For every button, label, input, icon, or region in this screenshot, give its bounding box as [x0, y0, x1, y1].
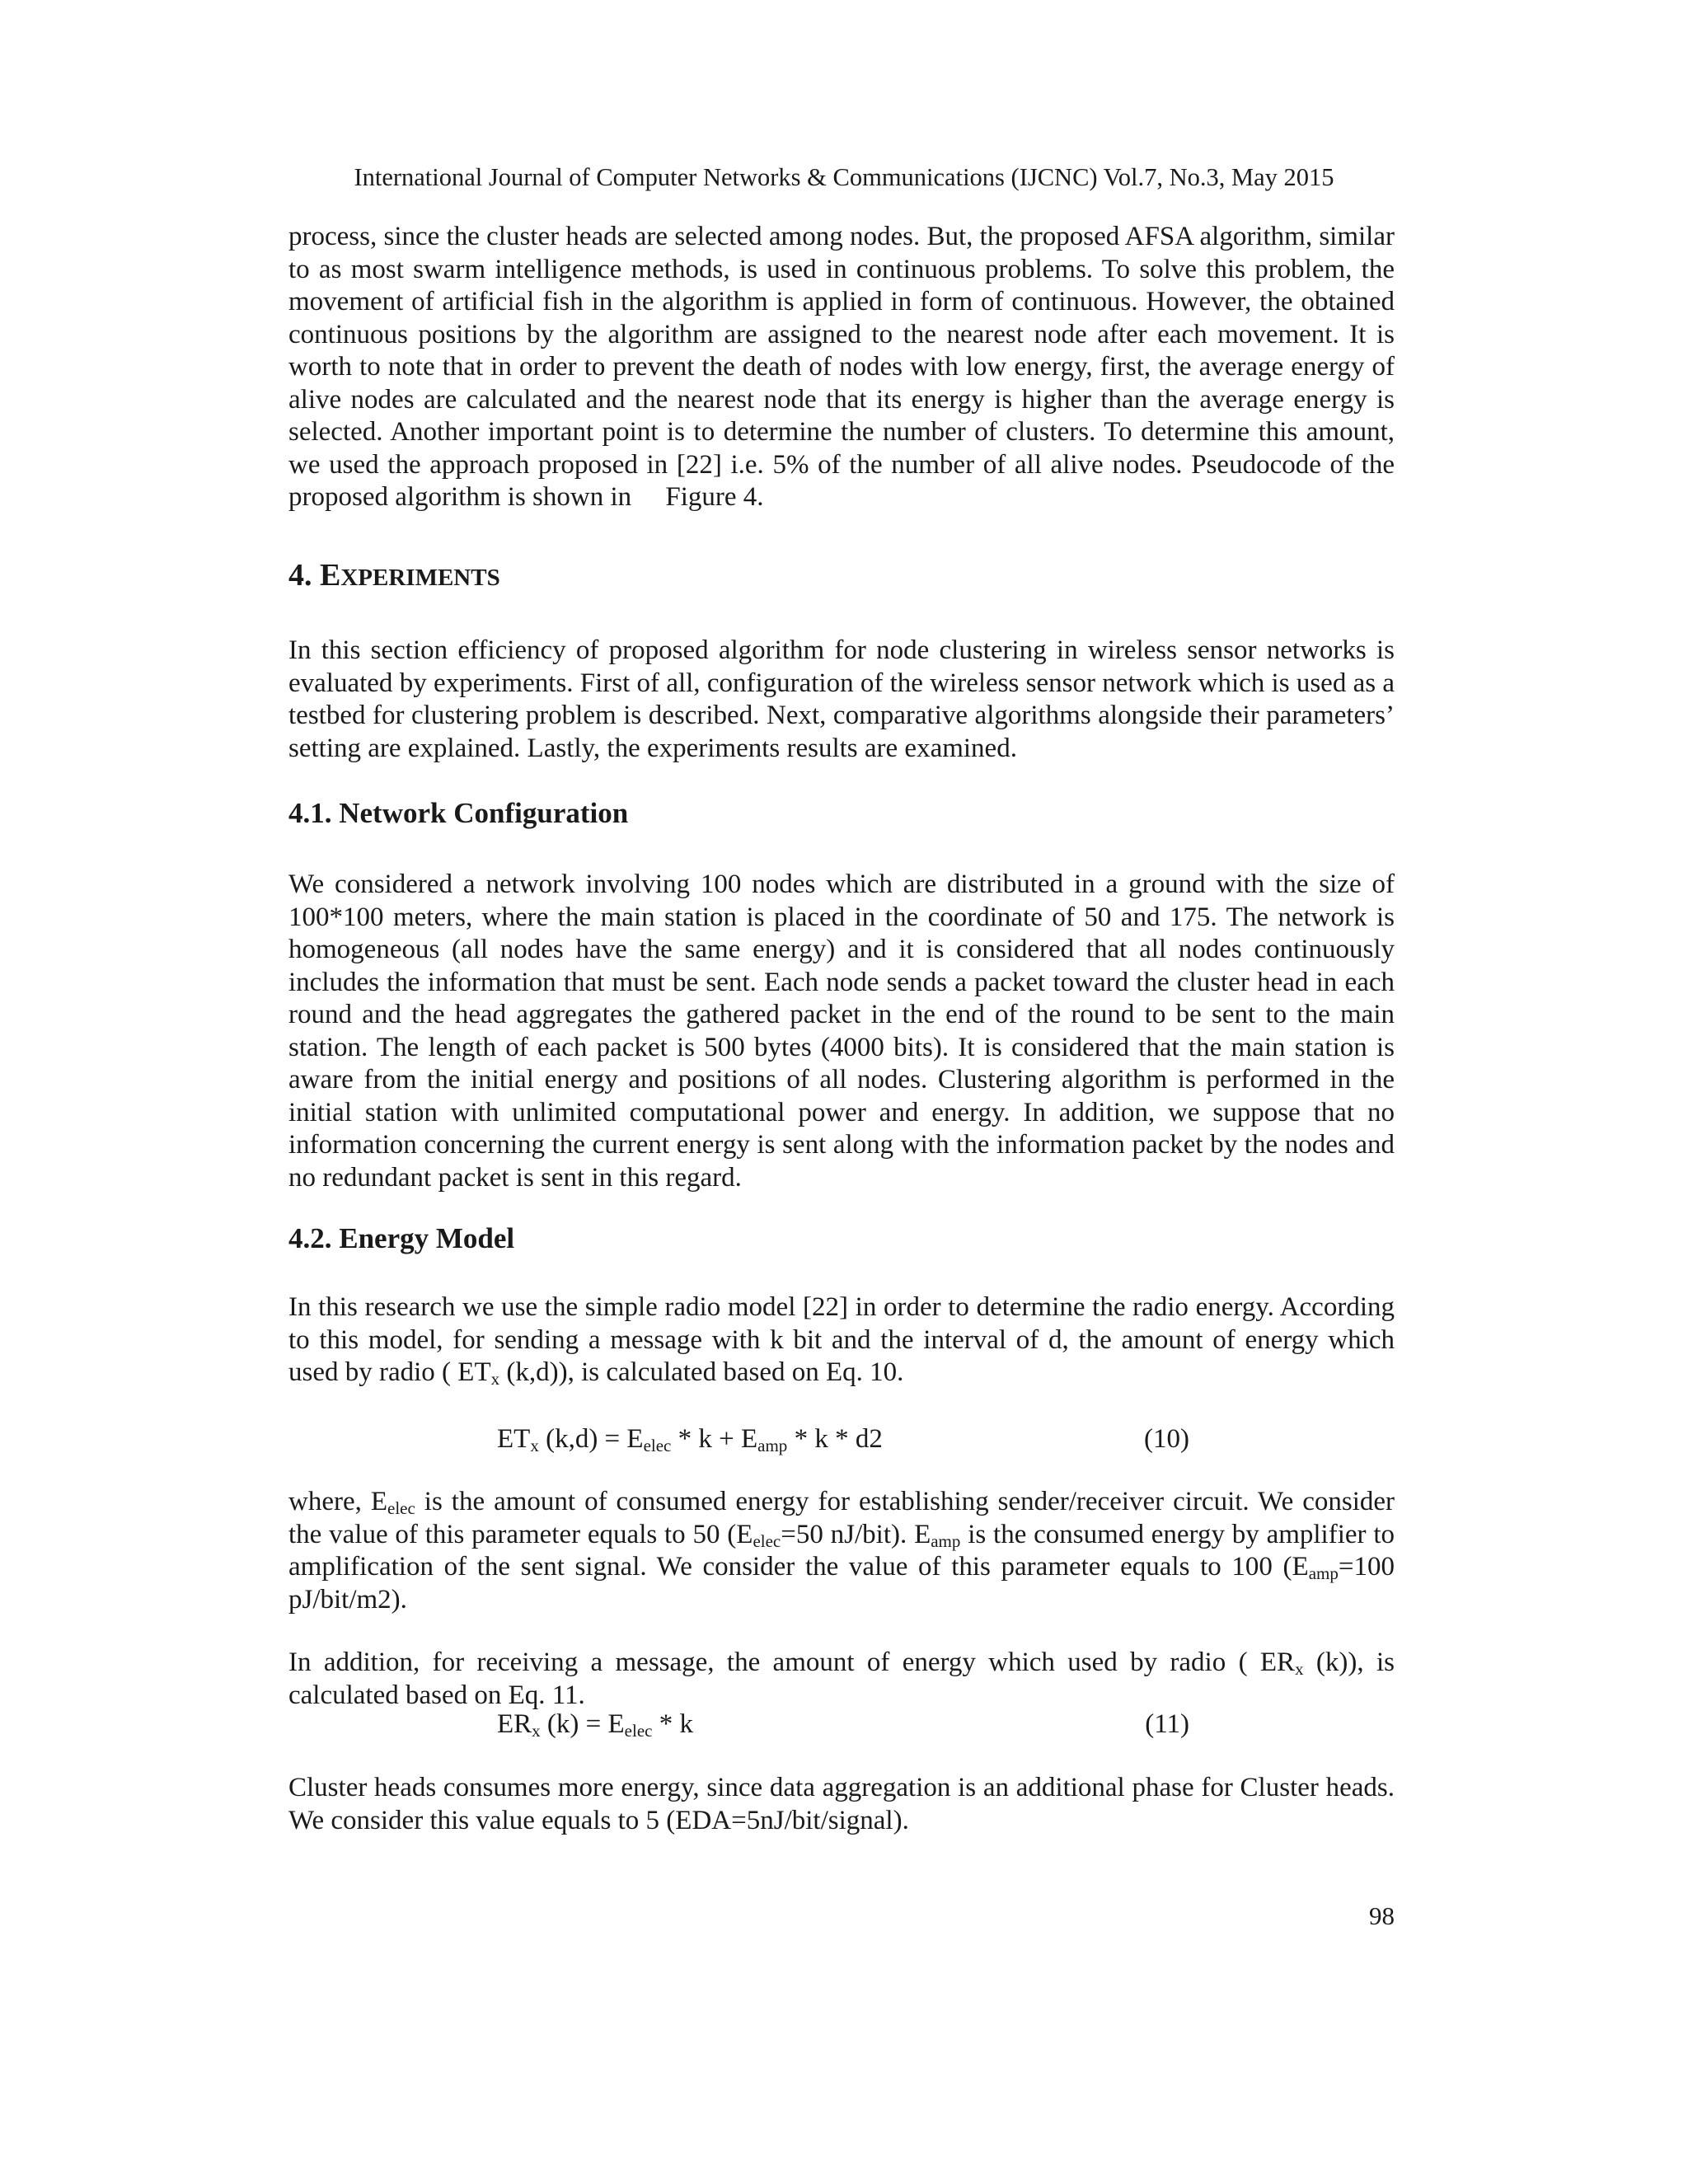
elec-amp-paragraph — [288, 1486, 1395, 1616]
section-4-2-heading: 4.2. Energy Model — [288, 1222, 515, 1254]
eq10-subscript: elec — [643, 1436, 672, 1455]
journal-header: International Journal of Computer Networks & Communications (IJCNC) Vol.7, No.3, May 2015 — [354, 163, 1334, 191]
equation-11-formula — [497, 1709, 693, 1739]
elec-amp-text: is the amount of consumed energy for establishing sender/receiver circuit. We consider the value of this parameter equals to 50 (E — [288, 1487, 1395, 1549]
section-4-1-heading: 4.1. Network Configuration — [288, 797, 629, 829]
elec-amp-text: where, E — [288, 1487, 388, 1516]
elec-amp-text: is the consumed energy by amplifier to amplification of the sent signal. We consider the value of this parameter equals to 100 (E — [288, 1519, 1395, 1582]
receive-paragraph — [288, 1647, 1395, 1712]
eq11-subscript: x — [532, 1721, 541, 1741]
equation-10 — [497, 1422, 1189, 1456]
eq11-subscript: elec — [624, 1721, 653, 1741]
eq10-subscript: amp — [757, 1436, 788, 1455]
energy-model-text-a: In this research we use the simple radio model [22] in order to determine the radio energy. According to this model, for sending a message with k bit and the interval of d, the amount of energy which used by radio ( ET — [288, 1292, 1395, 1387]
eq10-term: * k * d2 — [787, 1424, 883, 1454]
eq10-term: ET — [497, 1424, 531, 1454]
elec-amp-text: =50 nJ/bit). E — [781, 1519, 931, 1549]
eq11-term: ER — [497, 1709, 532, 1739]
eq11-term: * k — [652, 1709, 693, 1739]
elec-amp-subscript: amp — [931, 1530, 961, 1551]
energy-model-subscript: x — [490, 1369, 500, 1389]
equation-11 — [497, 1707, 1189, 1741]
page-number: 98 — [1369, 1901, 1395, 1930]
elec-amp-text: =100 pJ/bit/m2). — [288, 1552, 1395, 1615]
intro-paragraph: process, since the cluster heads are selected among nodes. But, the proposed AFSA algorithm, similar to as most swarm intelligence methods, is used in continuous problems. To solve this problem, the movement of artificial fish in the algorithm is applied in form of continuous. However, the obtained continuous positions by the algorithm are assigned to the nearest node after each movement. It is worth to note that in order to prevent the death of nodes with low energy, first, the average energy of alive nodes are calculated and the nearest node that its energy is higher than the average energy is selected. Another important point is to determine the number of clusters. To determine this amount, we used the approach proposed in [22] i.e. 5% of the number of all alive nodes. Pseudocode of the proposed algorithm is shown in Figure 4. — [288, 222, 1395, 512]
receive-text-b: (k)), is calculated based on Eq. 11. — [288, 1647, 1395, 1710]
energy-model-text-b: (k,d)), is calculated based on Eq. 10. — [499, 1357, 904, 1387]
equation-10-number: (10) — [1144, 1424, 1189, 1454]
section-4-title-initial: E — [320, 558, 341, 593]
section-4-number: 4. — [288, 558, 312, 593]
equation-10-formula — [497, 1424, 883, 1454]
eq10-term: (k,d) = E — [538, 1424, 644, 1454]
section-4-heading — [288, 557, 500, 596]
equation-11-number: (11) — [1145, 1709, 1189, 1739]
elec-amp-subscript: elec — [387, 1498, 415, 1518]
receive-subscript: x — [1295, 1659, 1304, 1679]
energy-model-paragraph — [288, 1291, 1395, 1390]
elec-amp-subscript: elec — [753, 1530, 781, 1551]
elec-amp-subscript: amp — [1308, 1563, 1339, 1583]
section-4-title-rest: XPERIMENTS — [340, 565, 500, 591]
section-4-paragraph: In this section efficiency of proposed algorithm for node clustering in wireless sensor networks is evaluated by experiments. First of all, configuration of the wireless sensor network which is used as a testbed for clustering problem is described. Next, comparative algorithms alongside their parameters’ setting are explained. Lastly, the experiments results are examined. — [288, 635, 1395, 763]
receive-text-a: In addition, for receiving a message, the amount of energy which used by radio ( ER — [288, 1647, 1296, 1677]
eq10-subscript: x — [530, 1436, 539, 1455]
cluster-heads-paragraph: Cluster heads consumes more energy, since data aggregation is an additional phase for Cluster heads. We consider this value equals to 5 (EDA=5nJ/bit/signal). — [288, 1773, 1395, 1835]
section-4-1-paragraph: We considered a network involving 100 nodes which are distributed in a ground with the size of 100*100 meters, where the main station is placed in the coordinate of 50 and 175. The network is homogeneous (all nodes have the same energy) and it is considered that all nodes continuously includes the information that must be sent. Each node sends a packet toward the cluster head in each round and the head aggregates the gathered packet in the end of the round to be sent to the main station. The length of each packet is 500 bytes (4000 bits). It is considered that the main station is aware from the initial energy and positions of all nodes. Clustering algorithm is performed in the initial station with unlimited computational power and energy. In addition, we suppose that no information concerning the current energy is sent along with the information packet by the nodes and no redundant packet is sent in this regard. — [288, 869, 1395, 1193]
eq11-term: (k) = E — [540, 1709, 625, 1739]
eq10-term: * k + E — [671, 1424, 758, 1454]
